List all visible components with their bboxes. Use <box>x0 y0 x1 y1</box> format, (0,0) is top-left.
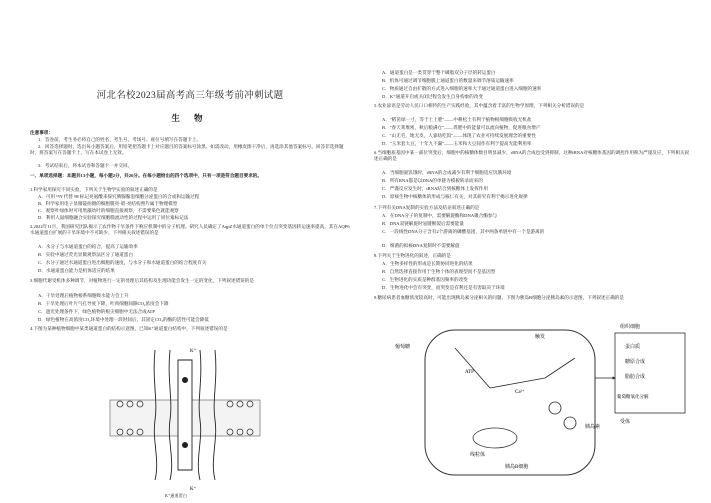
question-1-option-c: C．观察叶绿体时可用黑藻幼叶的细胞直接观察，不需要染色就能观察 <box>38 208 179 213</box>
question-4-stem: 4.下图为某种植物细胞中某类通道蛋白的结构示意图，已知K⁺通道蛋白结构中，下列叙述错误的是 <box>30 326 228 331</box>
question-2-option-b: B．实验中通过荧光显微观察法区分了通道蛋白 <box>38 252 133 257</box>
question-7-option-d: D．细菌的拟核DNA复制时不需要解旋 <box>382 243 460 248</box>
question-2-option-d: D．水通道蛋白能力是机体适应的结果 <box>38 268 115 273</box>
question-3-option-a: A．干旱处理后植物根系细胞吸水能力会上升 <box>38 293 129 298</box>
question-7-stem: 7.下列有关DNA复制的实验方法及结论叙述正确的是 <box>374 205 480 210</box>
question-4-option-d: D．K⁺通道开启或关闭过程会发生自身构象的改变 <box>382 94 483 99</box>
question-8-option-d: D．生物进化中会有突变，而突变是有利还是有害取决于环境 <box>382 285 505 290</box>
notes-item: 3．考试结束后，将本试卷和答题卡一并交回。 <box>38 163 133 168</box>
vesicle <box>564 417 576 429</box>
question-1-stem: 1.科学家用探究不同实验，下列关于生物学实验的叙述正确的是 <box>30 187 158 192</box>
question-8-option-b: B．自然选择直接作用于生物个体的表现型而不是基因型 <box>382 269 496 274</box>
label-trigger: 触发 <box>535 335 546 340</box>
question-5-option-a: A．"稻苗绿一寸，等于土上肥"——中耕松土有利于植物根细胞吸收无机盐 <box>382 117 532 122</box>
notes-item: 1．答卷前，考生务必将自己的姓名、考生号、考场号、座位号填写在答题卡上。 <box>38 137 202 142</box>
label-oxidation: 葡萄糖氧化分解 <box>617 394 649 399</box>
question-5-option-d: D．"玉米套大豆，十年九不漏"——玉米和大豆间作有利于提高光能利用率 <box>382 141 532 146</box>
question-3-option-c: C．遮光处理条件下，绿色植物的根尖细胞中无法合成ATP <box>38 309 155 314</box>
question-5-stem: 5.农业谚语是劳动人民口口相传的生产实践经验，其中蕴含着丰富的生物学原理，下列相关分析错误的是 <box>374 103 585 108</box>
question-4-option-b: B．机体可通过调节细胞膜上通道蛋白的数量来调节溶质运输速率 <box>382 78 514 83</box>
label-fat: 脂肪合成 <box>625 375 646 380</box>
question-5-option-c: C．"山无毛，地无皮，人靠啥吃饭"——体现了农业可持续发展理念的重要性 <box>382 133 536 138</box>
k-channel-figure <box>100 340 270 500</box>
label-glycogen: 糖原合成 <box>625 360 646 365</box>
figure-caption: K⁺通道蛋白 <box>165 493 187 498</box>
question-2-option-a: A．水分子与水通道蛋白的结合，提高了运输效率 <box>38 244 138 249</box>
question-4-option-c: C．物质通过自由扩散的方式进入细胞的速率大于通过通道蛋白进入细胞的速率 <box>382 86 542 91</box>
beta-cell-outline <box>425 330 595 475</box>
notes-item: 2．回答选择题时，选出每小题答案后，用铅笔把答题卡上对应题目的答案标号涂黑。如需改动，用橡皮擦干净后，再选涂其他答案标号。回答非选择题时，将答案写在答题卡上，写在本试卷上无效。 <box>30 144 344 156</box>
k-ion <box>182 442 188 448</box>
question-2-stem: 2.2022年11月，我国研究团队揭示了农作物干旱条件下响应机制中的分子机理。研究人员确定了AqpZ水通道蛋白的单个位点突变基因转运速率提高，其在AQP6水通道蛋白扩展的干旱环境中不可缺少，下列相关叙述错误的是 <box>30 224 350 236</box>
signal-arrows <box>455 348 575 388</box>
question-6-option-a: A．当细胞氮饥饿时，rRNA的合成减少有利于细胞适应饥饿环境 <box>382 170 512 175</box>
question-6-option-b: B．所有RNA都是以DNA的单链为模板转录而来的 <box>382 178 483 183</box>
section-heading: 一、单项选择题：本题共13小题，每小题2分，共26分。在每小题给出的四个选项中，只有一项是符合题目要求的。 <box>30 173 262 178</box>
label-mitochondrion: 线粒体 <box>470 453 486 458</box>
label-atp: ATP <box>465 370 474 375</box>
vesicle <box>549 402 561 414</box>
subject-title: 生 物 <box>171 113 209 123</box>
question-3-option-d: D．绿色植物在高浓度CO₂环境中处理一段时间后，其固定CO₂的酶的活性可能会降低 <box>38 317 209 322</box>
k-label-bottom: K⁺ <box>190 487 197 492</box>
question-4-option-a: A．通道蛋白是一类贯穿于整个磷脂双分子层的转运蛋白 <box>382 70 496 75</box>
label-tissue-cell: 组织细胞 <box>620 325 641 330</box>
question-8-stem: 8.下列关于生物进化的叙述，正确的是 <box>374 253 451 258</box>
question-6-option-c: C．严谨反应发生时，tRNA结合到核糖体上发挥作用 <box>382 186 488 191</box>
mitochondrion <box>473 428 517 448</box>
question-1-option-a: A．可用 ¹⁵N 代替 ³H 标记亮氨酸来探究胰腺腺泡细胞分泌蛋白的合成和运输过程 <box>38 194 200 199</box>
label-insulin: 胰岛素 <box>585 425 601 430</box>
k-ion <box>182 377 188 383</box>
question-6-stem: 6.当细胞质基因中某一部位突变后，细胞中的核糖体数目明显减少，rRNA的合成也受到抑制，这种tRNA对核糖体基因的调控作用称为严谨反应，下列相关叙述正确的是 <box>374 150 690 162</box>
question-6-option-d: D．原核生物中核糖体的形成与核仁有关，对其研究有利于揭示进化规律 <box>382 194 528 199</box>
label-glucose: 葡萄糖 <box>395 345 411 350</box>
question-8-option-a: A．生物多样性的形成是长期协同进化的结果 <box>382 261 473 266</box>
label-receptor: 受体 <box>620 420 631 425</box>
question-7-option-c: C．一段线性DNA分子含有2个游离的磷酸基团，其中两条单链中有一个是游离的 <box>382 229 545 234</box>
insulin-figure <box>395 318 695 488</box>
label-protein: 蛋白质 <box>625 345 641 350</box>
question-3-stem: 3.细胞代谢受机体多种调节，对植物进行一定的处理后其结构及生理功能会发生一定的变化，下列叙述错误的是 <box>30 278 254 283</box>
label-beta-cell: 胰岛B细胞 <box>505 465 529 470</box>
question-3-option-b: B．干旱处理后叶片气孔导度下降，叶肉细胞间隙CO₂浓度会下降 <box>38 301 169 306</box>
question-9-stem: 9.糖尿病患者血糖浓度较高时，可能出现胰岛素分泌相关的问题，下图为胰岛B细胞分泌胰岛素的示意图，下列叙述正确的是 <box>374 295 624 300</box>
question-1-option-d: D．利用人鼠细胞融合实验探究细胞膜流动性的过程中运用了同位素标记法 <box>38 215 189 220</box>
question-1-option-b: B．科学家用电子显微镜拍摄的细胞膜亮-暗-亮结构照片属于物理模型 <box>38 201 178 206</box>
exam-title: 河北名校2023届高考高三年级考前冲刺试题 <box>96 91 284 101</box>
question-8-option-c: C．生物进化的实质是种群基因频率的改变 <box>382 277 468 282</box>
k-label-top: K⁺ <box>190 349 197 354</box>
question-5-option-b: B．"春天粪堆密，秋后粮满仓"——粪肥中的能量可以流向植物，促进粮食增产 <box>382 125 541 130</box>
notes-heading: 注意事项： <box>30 130 53 135</box>
question-7-option-a: A．在DNA分子的复制中，需要解旋酶和DNA聚合酶参与 <box>382 213 498 218</box>
question-7-option-b: B．DNA双链解旋时氢键断裂后需要能量 <box>382 221 464 226</box>
question-2-option-c: C．水分子通过水通道蛋白进出细胞的速度，与水分子和水通道蛋白的结合程度有关 <box>38 260 207 265</box>
label-calcium: Ca²⁺ <box>515 390 525 395</box>
